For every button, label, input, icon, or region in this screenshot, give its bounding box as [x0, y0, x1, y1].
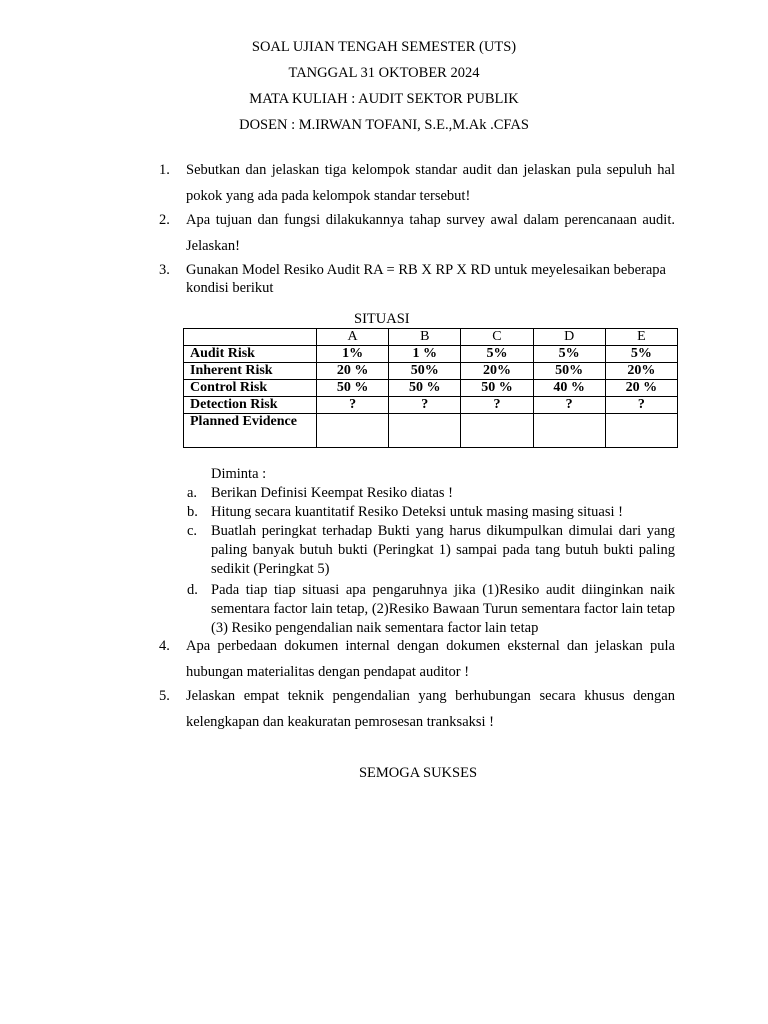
row-label: Audit Risk: [184, 346, 317, 363]
table-cell: ?: [461, 397, 533, 414]
sub-item-letter: b.: [187, 504, 198, 520]
table-cell: 50 %: [389, 380, 461, 397]
table-cell: 1 %: [389, 346, 461, 363]
table-header-row: [184, 329, 678, 346]
table-cell: 50%: [389, 363, 461, 380]
table-row: [184, 397, 678, 414]
table-cell: ?: [389, 397, 461, 414]
table-cell: 20%: [461, 363, 533, 380]
closing-text: SEMOGA SUKSES: [358, 765, 478, 781]
column-header: C: [461, 329, 533, 346]
question-number: 2.: [159, 212, 170, 228]
sub-item-text: Buatlah peringkat terhadap Bukti yang harus dikumpulkan dimulai dari yang paling banyak butuh bukti (Peringkat 1) sampai pada tang butuh bukti paling sedikit (Peringkat 5): [211, 523, 675, 577]
question-number: 4.: [159, 638, 170, 654]
row-label: Detection Risk: [184, 397, 317, 414]
table-cell: ?: [605, 397, 677, 414]
table-cell: [317, 414, 389, 448]
question-text: Sebutkan dan jelaskan tiga kelompok standar audit dan jelaskan pula sepuluh hal pokok yang ada pada kelompok standar tersebut!: [186, 162, 675, 204]
question-number: 1.: [159, 162, 170, 178]
table-cell: 50%: [533, 363, 605, 380]
sub-item-letter: a.: [187, 485, 198, 501]
table-cell: 20%: [605, 363, 677, 380]
table-corner-cell: [184, 329, 317, 346]
column-header: D: [533, 329, 605, 346]
table-cell: 40 %: [533, 380, 605, 397]
header-title: SOAL UJIAN TENGAH SEMESTER (UTS): [251, 39, 517, 55]
sub-item-letter: d.: [187, 582, 198, 598]
sub-item-text: Berikan Definisi Keempat Resiko diatas !: [211, 485, 454, 501]
question-number: 5.: [159, 688, 170, 704]
table-cell: 50 %: [461, 380, 533, 397]
question-number: 3.: [159, 262, 170, 278]
sub-item-letter: c.: [187, 523, 198, 539]
header-course: MATA KULIAH : AUDIT SEKTOR PUBLIK: [249, 91, 519, 107]
sub-item-text: Pada tiap tiap situasi apa pengaruhnya jika (1)Resiko audit diinginkan naik sementara factor lain tetap, (2)Resiko Bawaan Turun sementara factor lain tetap (3) Resiko pengendalian naik sementara factor lain tetap: [211, 582, 675, 636]
table-cell: [461, 414, 533, 448]
table-row: [184, 414, 678, 448]
question-text: Jelaskan empat teknik pengendalian yang berhubungan secara khusus dengan kelengkapan dan keakuratan pemrosesan tranksaksi !: [186, 688, 675, 730]
exam-header: [0, 34, 768, 138]
row-label: Inherent Risk: [184, 363, 317, 380]
table-row: [184, 363, 678, 380]
risk-table: [183, 328, 678, 448]
table-caption: SITUASI: [354, 311, 410, 327]
sub-item-text: Hitung secara kuantitatif Resiko Deteksi untuk masing masing situasi !: [211, 504, 623, 520]
table-cell: 1%: [317, 346, 389, 363]
row-label: Planned Evidence: [184, 414, 317, 448]
table-cell: ?: [317, 397, 389, 414]
header-date: TANGGAL 31 OKTOBER 2024: [288, 65, 480, 81]
column-header: B: [389, 329, 461, 346]
table-cell: 5%: [533, 346, 605, 363]
table-row: [184, 346, 678, 363]
question-text: Apa perbedaan dokumen internal dengan dokumen eksternal dan jelaskan pula hubungan materialitas dengan pendapat auditor !: [186, 638, 675, 680]
table-cell: 20 %: [605, 380, 677, 397]
row-label: Control Risk: [184, 380, 317, 397]
column-header: A: [317, 329, 389, 346]
table-cell: 20 %: [317, 363, 389, 380]
question-text: Gunakan Model Resiko Audit RA = RB X RP X RD untuk meyelesaikan beberapa kondisi berikut: [186, 262, 666, 296]
question-text: Apa tujuan dan fungsi dilakukannya tahap survey awal dalam perencanaan audit. Jelaskan!: [186, 212, 675, 254]
table-cell: 5%: [605, 346, 677, 363]
table-cell: 50 %: [317, 380, 389, 397]
header-lecturer: DOSEN : M.IRWAN TOFANI, S.E.,M.Ak .CFAS: [239, 117, 529, 133]
table-row: [184, 380, 678, 397]
table-cell: [605, 414, 677, 448]
table-cell: [533, 414, 605, 448]
table-cell: [389, 414, 461, 448]
table-cell: 5%: [461, 346, 533, 363]
column-header: E: [605, 329, 677, 346]
table-cell: ?: [533, 397, 605, 414]
diminta-title: Diminta :: [211, 466, 267, 482]
